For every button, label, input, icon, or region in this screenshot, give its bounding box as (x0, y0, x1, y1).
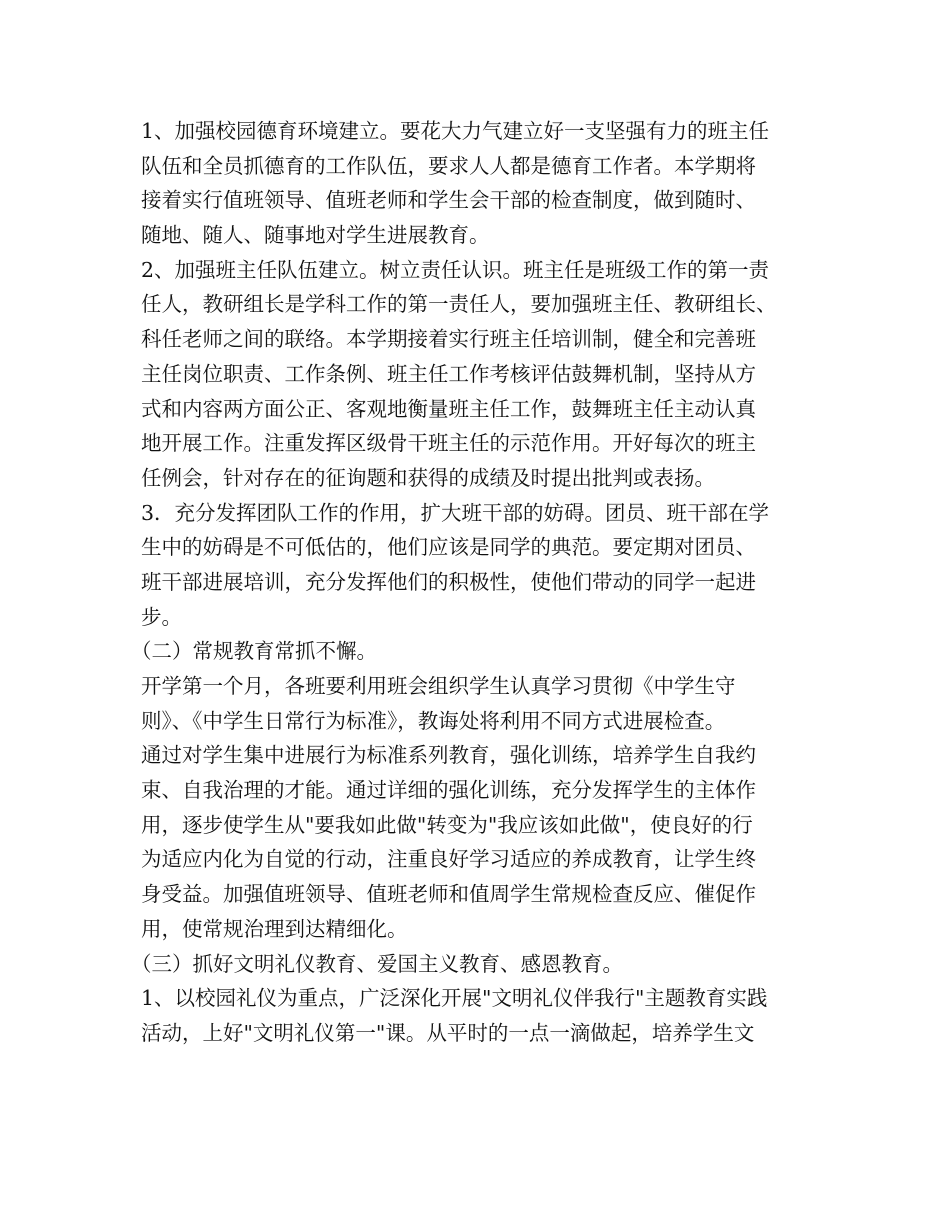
text-line: 身受益。加强值班领导、值班老师和值周学生常规检查反应、催促作 (141, 882, 756, 907)
text-line: 任例会，针对存在的征询题和获得的成绩及时提出批判或表扬。 (141, 465, 715, 490)
text-line: 步。 (141, 604, 182, 629)
text-line: 活动，上好"文明礼仪第一"课。从平时的一点一滴做起，培养学生文 (141, 1020, 755, 1045)
text-line: 随地、随人、随事地对学生进展教育。 (141, 223, 490, 248)
text-line: 开学第一个月，各班要利用班会组织学生认真学习贯彻《中学生守 (141, 674, 736, 698)
text-line: 用，使常规治理到达精细化。 (141, 916, 408, 941)
text-line: 1、以校园礼仪为重点，广泛深化开展"文明礼仪伴我行"主题教育实践 (141, 986, 768, 1011)
text-line: 科任老师之间的联络。本学期接着实行班主任培训制，健全和完善班 (141, 327, 756, 352)
text-line: 3．充分发挥团队工作的作用，扩大班干部的妨碍。团员、班干部在学 (141, 500, 770, 525)
text-line: 1、加强校园德育环境建立。要花大力气建立好一支坚强有力的班主任 (141, 119, 770, 143)
text-line: 班干部进展培训，充分发挥他们的积极性，使他们带动的同学一起进 (141, 569, 756, 594)
text-line: 式和内容两方面公正、客观地衡量班主任工作，鼓舞班主任主动认真 (141, 396, 756, 421)
text-line: 为适应内化为自觉的行动，注重良好学习适应的养成教育，让学生终 (141, 847, 756, 872)
text-line: 通过对学生集中进展行为标准系列教育，强化训练，培养学生自我约 (141, 743, 756, 768)
text-line: 接着实行值班领导、值班老师和学生会干部的检查制度，做到随时、 (141, 188, 756, 213)
text-line: 则》、《中学生日常行为标准》，教诲处将利用不同方式进展检查。 (141, 708, 726, 733)
section-heading: （二）常规教育常抓不懈。 (131, 639, 377, 664)
text-line: 用，逐步使学生从"要我如此做"转变为"我应该如此做"，使良好的行 (141, 812, 753, 837)
text-line: 任人，教研组长是学科工作的第一责任人，要加强班主任、教研组长、 (141, 292, 777, 317)
text-line: 队伍和全员抓德育的工作队伍，要求人人都是德育工作者。本学期将 (141, 153, 756, 178)
text-line: 生中的妨碍是不可低估的，他们应该是同学的典范。要定期对团员、 (141, 535, 756, 560)
document-body (131, 114, 831, 1051)
text-line: 主任岗位职责、工作条例、班主任工作考核评估鼓舞机制，坚持从方 (141, 361, 756, 386)
text-line: 地开展工作。注重发挥区级骨干班主任的示范作用。开好每次的班主 (141, 431, 756, 456)
section-heading: （三）抓好文明礼仪教育、爱国主义教育、感恩教育。 (131, 951, 623, 976)
text-line: 2、加强班主任队伍建立。树立责任认识。班主任是班级工作的第一责 (141, 257, 770, 282)
text-line: 束、自我治理的才能。通过详细的强化训练，充分发挥学生的主体作 (141, 778, 756, 803)
